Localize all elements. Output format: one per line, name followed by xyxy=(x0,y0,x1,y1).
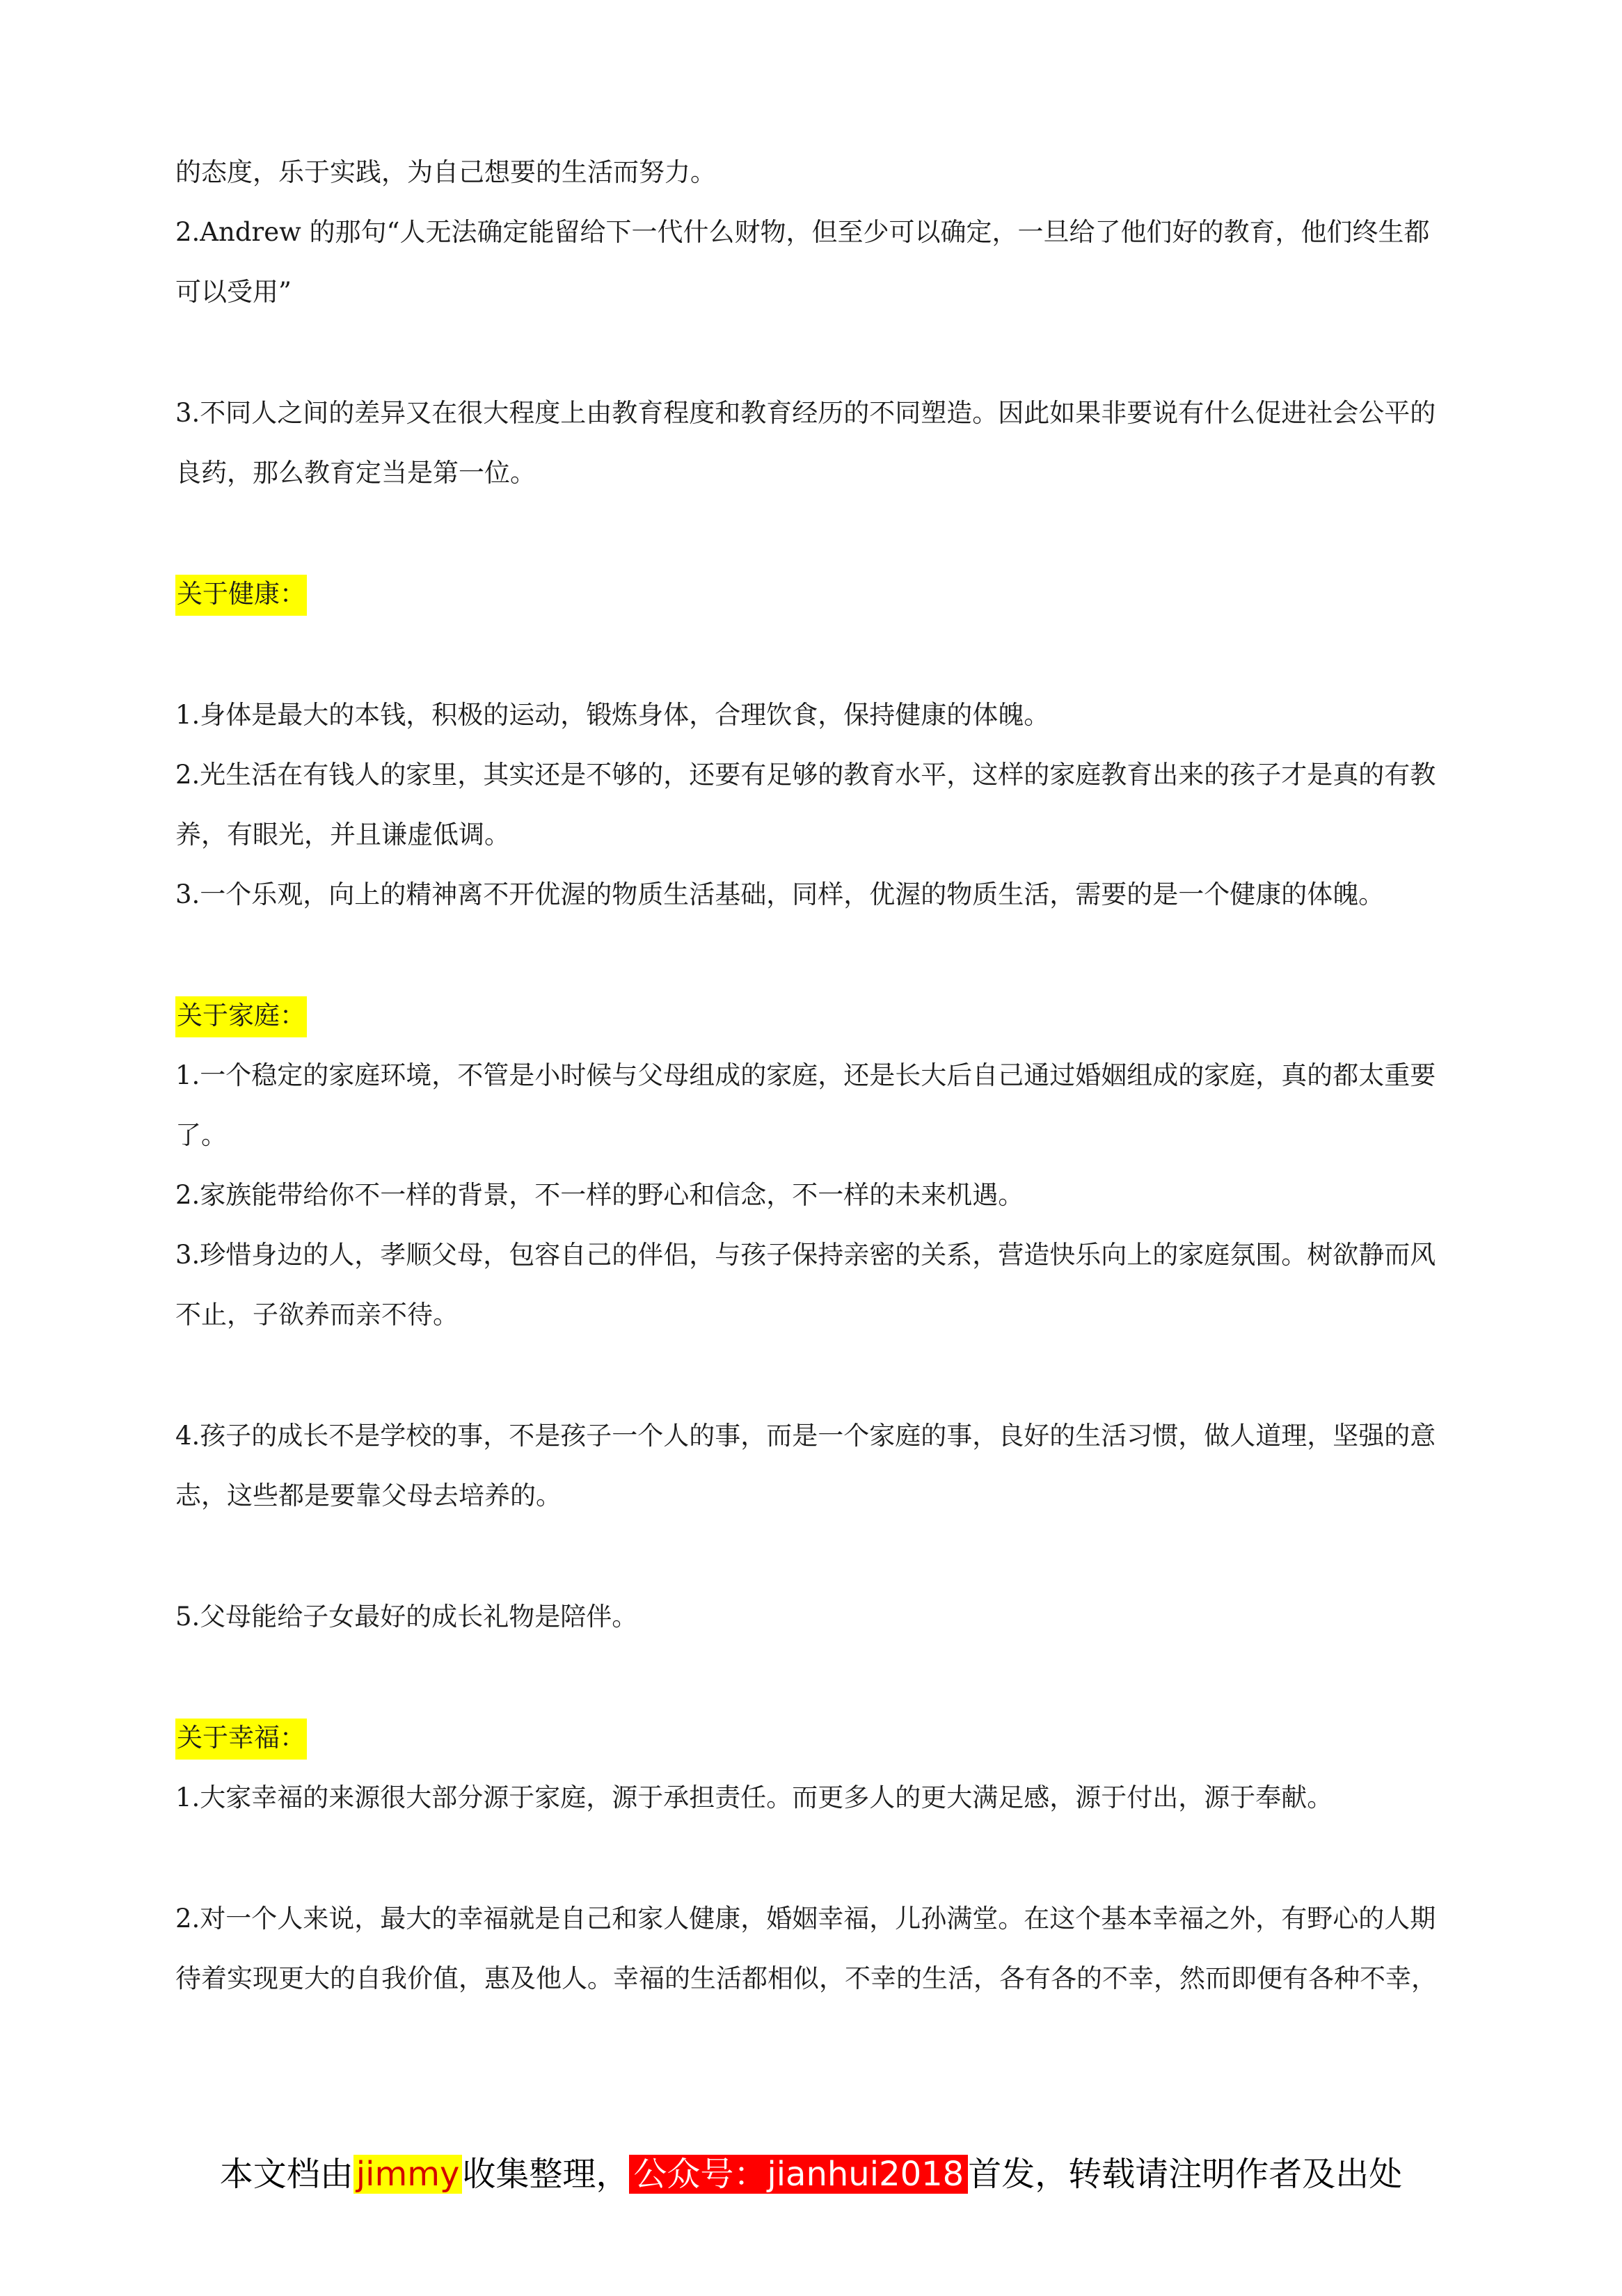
health-heading xyxy=(175,564,1452,624)
family-item-3: 3.珍惜身边的人，孝顺父母，包容自己的伴侣，与孩子保持亲密的关系，营造快乐向上的家庭氛围。树欲静而风不止，子欲养而亲不待。 xyxy=(175,1240,1436,1330)
health-heading-label: 关于健康： xyxy=(175,575,307,616)
family-heading-label: 关于家庭： xyxy=(175,996,307,1037)
family-item-4: 4.孩子的成长不是学校的事，不是孩子一个人的事，而是一个家庭的事，良好的生活习惯，做人道理，坚强的意志，这些都是要靠父母去培养的。 xyxy=(175,1421,1436,1510)
footer-suffix: 首发，转载请注明作者及出处 xyxy=(968,2155,1403,2194)
family-item-1: 1.一个稳定的家庭环境，不管是小时候与父母组成的家庭，还是长大后自己通过婚姻组成的家庭，真的都太重要了。 xyxy=(175,1060,1436,1150)
health-item-3: 3.一个乐观，向上的精神离不开优渥的物质生活基础，同样，优渥的物质生活，需要的是一个健康的体魄。 xyxy=(175,879,1385,909)
family-item-5: 5.父母能给子女最好的成长礼物是陪伴。 xyxy=(175,1602,638,1632)
happiness-heading-label: 关于幸福： xyxy=(175,1719,307,1760)
family-item-2: 2.家族能带给你不一样的背景，不一样的野心和信念，不一样的未来机遇。 xyxy=(175,1180,1024,1210)
spacer xyxy=(175,624,1452,685)
spacer xyxy=(175,1647,1452,1708)
spacer xyxy=(175,322,1452,383)
health-item-1: 1.身体是最大的本钱，积极的运动，锻炼身体，合理饮食，保持健康的体魄。 xyxy=(175,700,1050,730)
footer-attribution xyxy=(0,2150,1622,2199)
intro-paragraph: 的态度，乐于实践，为自己想要的生活而努力。 xyxy=(175,157,716,187)
spacer xyxy=(175,1345,1452,1406)
spacer xyxy=(175,503,1452,564)
spacer xyxy=(175,925,1452,986)
health-item-2: 2.光生活在有钱人的家里，其实还是不够的，还要有足够的教育水平，这样的家庭教育出来的孩子才是真的有教养，有眼光，并且谦虚低调。 xyxy=(175,760,1436,850)
education-item-2: 2.Andrew 的那句“人无法确定能留给下一代什么财物，但至少可以确定，一旦给了他们好的教育，他们终生都可以受用” xyxy=(175,217,1430,307)
spacer xyxy=(175,1828,1452,1889)
happiness-item-1: 1.大家幸福的来源很大部分源于家庭，源于承担责任。而更多人的更大满足感，源于付出，源于奉献。 xyxy=(175,1783,1333,1812)
document-body xyxy=(175,143,1452,2009)
happiness-item-2: 2.对一个人来说，最大的幸福就是自己和家人健康，婚姻幸福，儿孙满堂。在这个基本幸福之外，有野心的人期待着实现更大的自我价值，惠及他人。幸福的生活都相似，不幸的生活，各有各的不幸，然而即便有各种不幸， xyxy=(175,1904,1437,1993)
family-heading xyxy=(175,986,1452,1046)
footer-middle: 收集整理， xyxy=(462,2155,630,2194)
education-item-3: 3.不同人之间的差异又在很大程度上由教育程度和教育经历的不同塑造。因此如果非要说有什么促进社会公平的良药，那么教育定当是第一位。 xyxy=(175,398,1436,488)
footer-prefix: 本文档由 xyxy=(219,2155,353,2194)
footer-account: 公众号：jianhui2018 xyxy=(629,2155,968,2194)
footer-author: jimmy xyxy=(353,2155,463,2194)
happiness-heading xyxy=(175,1708,1452,1768)
spacer xyxy=(175,1526,1452,1587)
